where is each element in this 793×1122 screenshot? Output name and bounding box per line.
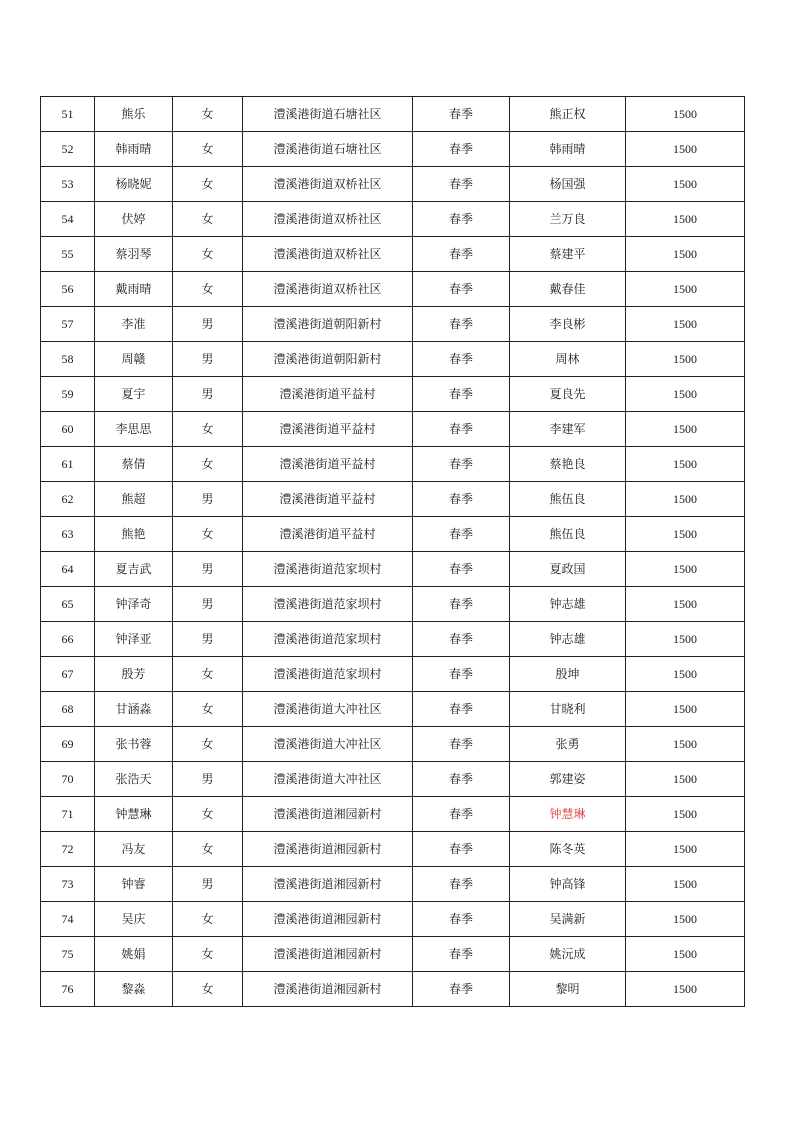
amount-cell: 1500 (626, 622, 745, 657)
community-cell: 澧溪港街道双桥社区 (243, 237, 413, 272)
community-cell: 澧溪港街道平益村 (243, 482, 413, 517)
table-row (41, 342, 745, 377)
community-cell: 澧溪港街道平益村 (243, 447, 413, 482)
row-number-cell: 63 (41, 517, 95, 552)
row-number-cell: 58 (41, 342, 95, 377)
student-name-cell: 张浩天 (95, 762, 173, 797)
gender-cell: 女 (173, 832, 243, 867)
community-cell: 澧溪港街道平益村 (243, 377, 413, 412)
table-row (41, 832, 745, 867)
community-cell: 澧溪港街道大冲社区 (243, 692, 413, 727)
student-name-cell: 熊艳 (95, 517, 173, 552)
guardian-name-cell: 钟高锋 (510, 867, 626, 902)
student-name-cell: 冯友 (95, 832, 173, 867)
student-name-cell: 殷芳 (95, 657, 173, 692)
amount-cell: 1500 (626, 832, 745, 867)
season-cell: 春季 (413, 902, 510, 937)
gender-cell: 男 (173, 377, 243, 412)
student-name-cell: 韩雨晴 (95, 132, 173, 167)
row-number-cell: 75 (41, 937, 95, 972)
amount-cell: 1500 (626, 552, 745, 587)
gender-cell: 男 (173, 762, 243, 797)
season-cell: 春季 (413, 587, 510, 622)
table-row (41, 132, 745, 167)
row-number-cell: 68 (41, 692, 95, 727)
amount-cell: 1500 (626, 412, 745, 447)
table-row (41, 587, 745, 622)
row-number-cell: 64 (41, 552, 95, 587)
season-cell: 春季 (413, 552, 510, 587)
guardian-name-cell: 李良彬 (510, 307, 626, 342)
row-number-cell: 76 (41, 972, 95, 1007)
season-cell: 春季 (413, 867, 510, 902)
season-cell: 春季 (413, 517, 510, 552)
amount-cell: 1500 (626, 587, 745, 622)
guardian-name-cell: 夏政国 (510, 552, 626, 587)
community-cell: 澧溪港街道湘园新村 (243, 902, 413, 937)
guardian-name-cell: 甘晓利 (510, 692, 626, 727)
row-number-cell: 53 (41, 167, 95, 202)
season-cell: 春季 (413, 692, 510, 727)
gender-cell: 女 (173, 797, 243, 832)
amount-cell: 1500 (626, 727, 745, 762)
community-cell: 澧溪港街道双桥社区 (243, 167, 413, 202)
student-name-cell: 钟泽奇 (95, 587, 173, 622)
community-cell: 澧溪港街道湘园新村 (243, 972, 413, 1007)
student-name-cell: 伏婷 (95, 202, 173, 237)
community-cell: 澧溪港街道平益村 (243, 517, 413, 552)
student-name-cell: 李思思 (95, 412, 173, 447)
student-name-cell: 钟睿 (95, 867, 173, 902)
gender-cell: 女 (173, 132, 243, 167)
table-row (41, 972, 745, 1007)
season-cell: 春季 (413, 657, 510, 692)
community-cell: 澧溪港街道范家坝村 (243, 587, 413, 622)
guardian-name-cell: 周林 (510, 342, 626, 377)
student-name-cell: 周赣 (95, 342, 173, 377)
student-name-cell: 戴雨晴 (95, 272, 173, 307)
student-name-cell: 黎淼 (95, 972, 173, 1007)
table-row (41, 902, 745, 937)
community-cell: 澧溪港街道湘园新村 (243, 867, 413, 902)
amount-cell: 1500 (626, 867, 745, 902)
season-cell: 春季 (413, 342, 510, 377)
guardian-name-cell: 熊伍良 (510, 482, 626, 517)
community-cell: 澧溪港街道双桥社区 (243, 272, 413, 307)
student-name-cell: 夏宇 (95, 377, 173, 412)
amount-cell: 1500 (626, 97, 745, 132)
table-row (41, 447, 745, 482)
student-name-cell: 杨晓妮 (95, 167, 173, 202)
season-cell: 春季 (413, 237, 510, 272)
guardian-name-cell: 吴满新 (510, 902, 626, 937)
amount-cell: 1500 (626, 762, 745, 797)
student-name-cell: 熊乐 (95, 97, 173, 132)
amount-cell: 1500 (626, 517, 745, 552)
amount-cell: 1500 (626, 797, 745, 832)
guardian-name-cell: 钟慧琳 (510, 797, 626, 832)
gender-cell: 女 (173, 237, 243, 272)
gender-cell: 女 (173, 97, 243, 132)
row-number-cell: 52 (41, 132, 95, 167)
table-row (41, 937, 745, 972)
guardian-name-cell: 蔡艳良 (510, 447, 626, 482)
gender-cell: 女 (173, 447, 243, 482)
table-row (41, 237, 745, 272)
roster-table (40, 96, 745, 1007)
row-number-cell: 61 (41, 447, 95, 482)
student-name-cell: 蔡羽琴 (95, 237, 173, 272)
amount-cell: 1500 (626, 937, 745, 972)
community-cell: 澧溪港街道石塘社区 (243, 97, 413, 132)
student-name-cell: 蔡倩 (95, 447, 173, 482)
amount-cell: 1500 (626, 972, 745, 1007)
table-row (41, 482, 745, 517)
community-cell: 澧溪港街道石塘社区 (243, 132, 413, 167)
gender-cell: 女 (173, 937, 243, 972)
guardian-name-cell: 夏良先 (510, 377, 626, 412)
guardian-name-cell: 姚沅成 (510, 937, 626, 972)
guardian-name-cell: 陈冬英 (510, 832, 626, 867)
amount-cell: 1500 (626, 272, 745, 307)
guardian-name-cell: 戴春佳 (510, 272, 626, 307)
community-cell: 澧溪港街道大冲社区 (243, 727, 413, 762)
gender-cell: 男 (173, 622, 243, 657)
row-number-cell: 73 (41, 867, 95, 902)
student-name-cell: 钟慧琳 (95, 797, 173, 832)
table-row (41, 97, 745, 132)
amount-cell: 1500 (626, 902, 745, 937)
row-number-cell: 65 (41, 587, 95, 622)
season-cell: 春季 (413, 167, 510, 202)
gender-cell: 男 (173, 587, 243, 622)
row-number-cell: 59 (41, 377, 95, 412)
table-row (41, 552, 745, 587)
student-name-cell: 甘涵淼 (95, 692, 173, 727)
season-cell: 春季 (413, 937, 510, 972)
amount-cell: 1500 (626, 657, 745, 692)
season-cell: 春季 (413, 832, 510, 867)
gender-cell: 女 (173, 692, 243, 727)
student-name-cell: 夏吉武 (95, 552, 173, 587)
season-cell: 春季 (413, 447, 510, 482)
gender-cell: 男 (173, 867, 243, 902)
season-cell: 春季 (413, 377, 510, 412)
season-cell: 春季 (413, 727, 510, 762)
season-cell: 春季 (413, 97, 510, 132)
amount-cell: 1500 (626, 692, 745, 727)
amount-cell: 1500 (626, 202, 745, 237)
guardian-name-cell: 熊正权 (510, 97, 626, 132)
guardian-name-cell: 郭建姿 (510, 762, 626, 797)
table-row (41, 657, 745, 692)
amount-cell: 1500 (626, 237, 745, 272)
guardian-name-cell: 兰万良 (510, 202, 626, 237)
amount-cell: 1500 (626, 447, 745, 482)
roster-body (41, 97, 745, 1007)
season-cell: 春季 (413, 762, 510, 797)
row-number-cell: 70 (41, 762, 95, 797)
guardian-name-cell: 熊伍良 (510, 517, 626, 552)
community-cell: 澧溪港街道朝阳新村 (243, 307, 413, 342)
community-cell: 澧溪港街道湘园新村 (243, 832, 413, 867)
community-cell: 澧溪港街道湘园新村 (243, 937, 413, 972)
season-cell: 春季 (413, 307, 510, 342)
amount-cell: 1500 (626, 132, 745, 167)
gender-cell: 女 (173, 657, 243, 692)
row-number-cell: 66 (41, 622, 95, 657)
guardian-name-cell: 蔡建平 (510, 237, 626, 272)
amount-cell: 1500 (626, 482, 745, 517)
gender-cell: 女 (173, 902, 243, 937)
table-row (41, 202, 745, 237)
row-number-cell: 51 (41, 97, 95, 132)
season-cell: 春季 (413, 482, 510, 517)
row-number-cell: 74 (41, 902, 95, 937)
amount-cell: 1500 (626, 377, 745, 412)
table-row (41, 762, 745, 797)
season-cell: 春季 (413, 132, 510, 167)
gender-cell: 女 (173, 412, 243, 447)
student-name-cell: 熊超 (95, 482, 173, 517)
table-row (41, 517, 745, 552)
season-cell: 春季 (413, 412, 510, 447)
student-name-cell: 姚娟 (95, 937, 173, 972)
guardian-name-cell: 李建军 (510, 412, 626, 447)
gender-cell: 女 (173, 202, 243, 237)
community-cell: 澧溪港街道双桥社区 (243, 202, 413, 237)
gender-cell: 男 (173, 552, 243, 587)
gender-cell: 女 (173, 517, 243, 552)
community-cell: 澧溪港街道范家坝村 (243, 622, 413, 657)
amount-cell: 1500 (626, 167, 745, 202)
gender-cell: 女 (173, 167, 243, 202)
guardian-name-cell: 黎明 (510, 972, 626, 1007)
row-number-cell: 72 (41, 832, 95, 867)
guardian-name-cell: 韩雨晴 (510, 132, 626, 167)
table-row (41, 867, 745, 902)
row-number-cell: 62 (41, 482, 95, 517)
community-cell: 澧溪港街道大冲社区 (243, 762, 413, 797)
guardian-name-cell: 殷坤 (510, 657, 626, 692)
gender-cell: 女 (173, 272, 243, 307)
row-number-cell: 56 (41, 272, 95, 307)
season-cell: 春季 (413, 202, 510, 237)
table-row (41, 272, 745, 307)
student-name-cell: 李准 (95, 307, 173, 342)
community-cell: 澧溪港街道平益村 (243, 412, 413, 447)
guardian-name-cell: 钟志雄 (510, 587, 626, 622)
row-number-cell: 69 (41, 727, 95, 762)
community-cell: 澧溪港街道湘园新村 (243, 797, 413, 832)
gender-cell: 女 (173, 727, 243, 762)
season-cell: 春季 (413, 272, 510, 307)
row-number-cell: 55 (41, 237, 95, 272)
amount-cell: 1500 (626, 342, 745, 377)
season-cell: 春季 (413, 622, 510, 657)
table-row (41, 167, 745, 202)
community-cell: 澧溪港街道范家坝村 (243, 657, 413, 692)
student-name-cell: 张书蓉 (95, 727, 173, 762)
row-number-cell: 67 (41, 657, 95, 692)
gender-cell: 男 (173, 307, 243, 342)
table-row (41, 622, 745, 657)
table-row (41, 692, 745, 727)
row-number-cell: 71 (41, 797, 95, 832)
student-name-cell: 吴庆 (95, 902, 173, 937)
guardian-name-cell: 张勇 (510, 727, 626, 762)
season-cell: 春季 (413, 797, 510, 832)
table-row (41, 797, 745, 832)
document-page (40, 96, 744, 1007)
community-cell: 澧溪港街道朝阳新村 (243, 342, 413, 377)
guardian-name-cell: 钟志雄 (510, 622, 626, 657)
row-number-cell: 54 (41, 202, 95, 237)
row-number-cell: 57 (41, 307, 95, 342)
student-name-cell: 钟泽亚 (95, 622, 173, 657)
table-row (41, 307, 745, 342)
row-number-cell: 60 (41, 412, 95, 447)
guardian-name-cell: 杨国强 (510, 167, 626, 202)
table-row (41, 727, 745, 762)
table-row (41, 377, 745, 412)
gender-cell: 男 (173, 342, 243, 377)
community-cell: 澧溪港街道范家坝村 (243, 552, 413, 587)
table-row (41, 412, 745, 447)
gender-cell: 男 (173, 482, 243, 517)
gender-cell: 女 (173, 972, 243, 1007)
season-cell: 春季 (413, 972, 510, 1007)
amount-cell: 1500 (626, 307, 745, 342)
